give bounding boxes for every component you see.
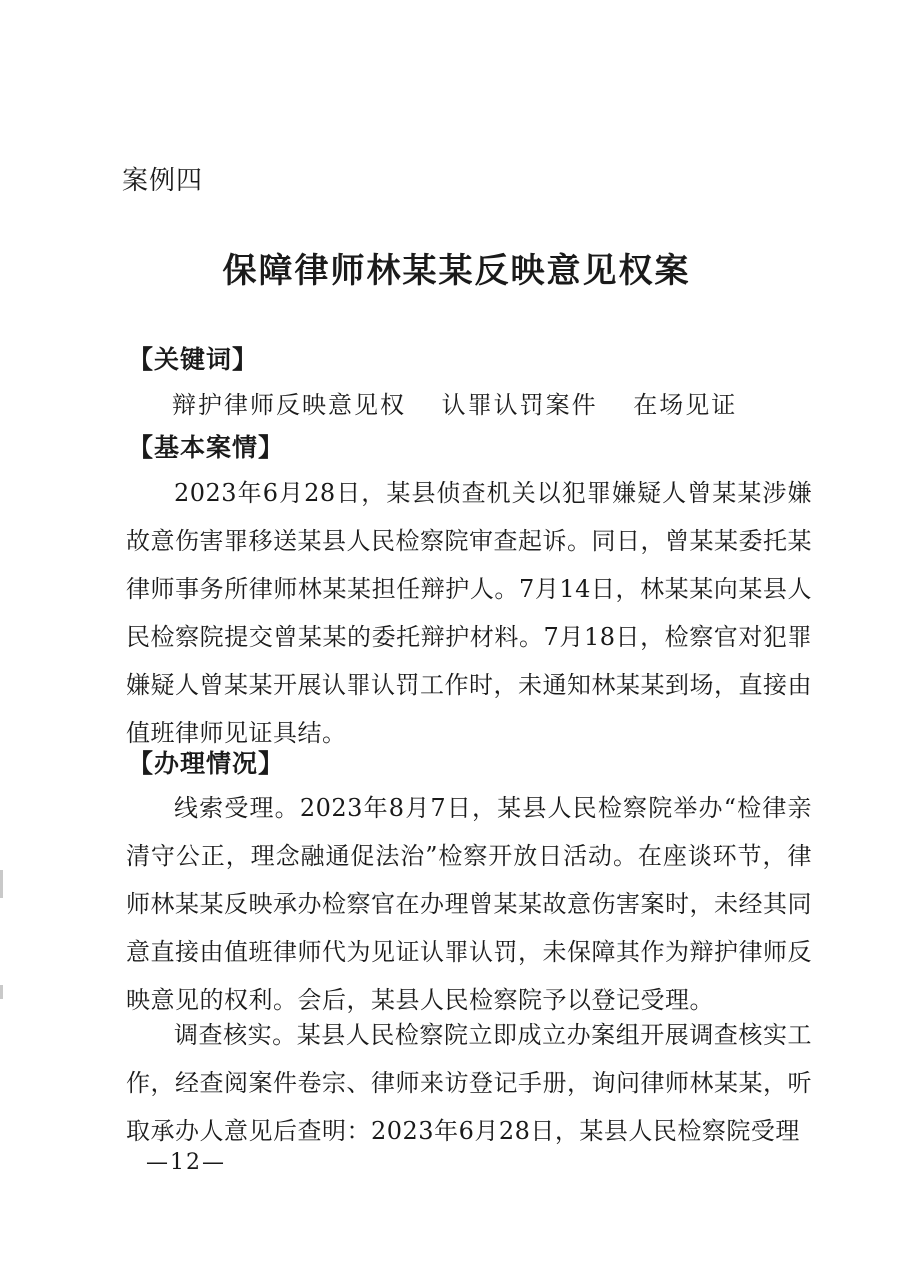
keyword-list <box>172 385 763 420</box>
keyword-item: 在场见证 <box>633 391 738 419</box>
keyword-item: 认罪认罚案件 <box>441 391 598 419</box>
paragraph-investigation: 调查核实。某县人民检察院立即成立办案组开展调查核实工作，经查阅案件卷宗、律师来访登记手册，询问律师林某某，听取承办人意见后查明：2023年6月28日，某县人民检察院受理 <box>126 1021 812 1145</box>
case-label: 案例四 <box>122 166 204 196</box>
scan-edge-mark <box>0 870 3 898</box>
section-heading-keywords: 【关键词】 <box>128 345 259 374</box>
paragraph-facts: 2023年6月28日，某县侦查机关以犯罪嫌疑人曾某某涉嫌故意伤害罪移送某县人民检察院审查起诉。同日，曾某某委托某律师事务所律师林某某担任辩护人。7月14日，林某某向某县人民检察院提交曾某某的委托辩护材料。7月18日，检察官对犯罪嫌疑人曾某某开展认罪认罚工作时，未通知林某某到场，直接由值班律师见证具结。 <box>126 479 812 747</box>
paragraph-clue-acceptance: 线索受理。2023年8月7日，某县人民检察院举办“检律亲清守公正，理念融通促法治”检察开放日活动。在座谈环节，律师林某某反映承办检察官在办理曾某某故意伤害案时，未经其同意直接由值班律师代为见证认罪认罚，未保障其作为辩护律师反映意见的权利。会后，某县人民检察院予以登记受理。 <box>126 794 812 1014</box>
scan-edge-mark <box>0 985 3 999</box>
section-heading-facts: 【基本案情】 <box>128 433 285 462</box>
page-number: —12— <box>146 1150 226 1175</box>
section-heading-handling: 【办理情况】 <box>128 749 285 778</box>
keyword-item: 辩护律师反映意见权 <box>172 391 406 419</box>
document-title: 保障律师林某某反映意见权案 <box>222 251 691 291</box>
